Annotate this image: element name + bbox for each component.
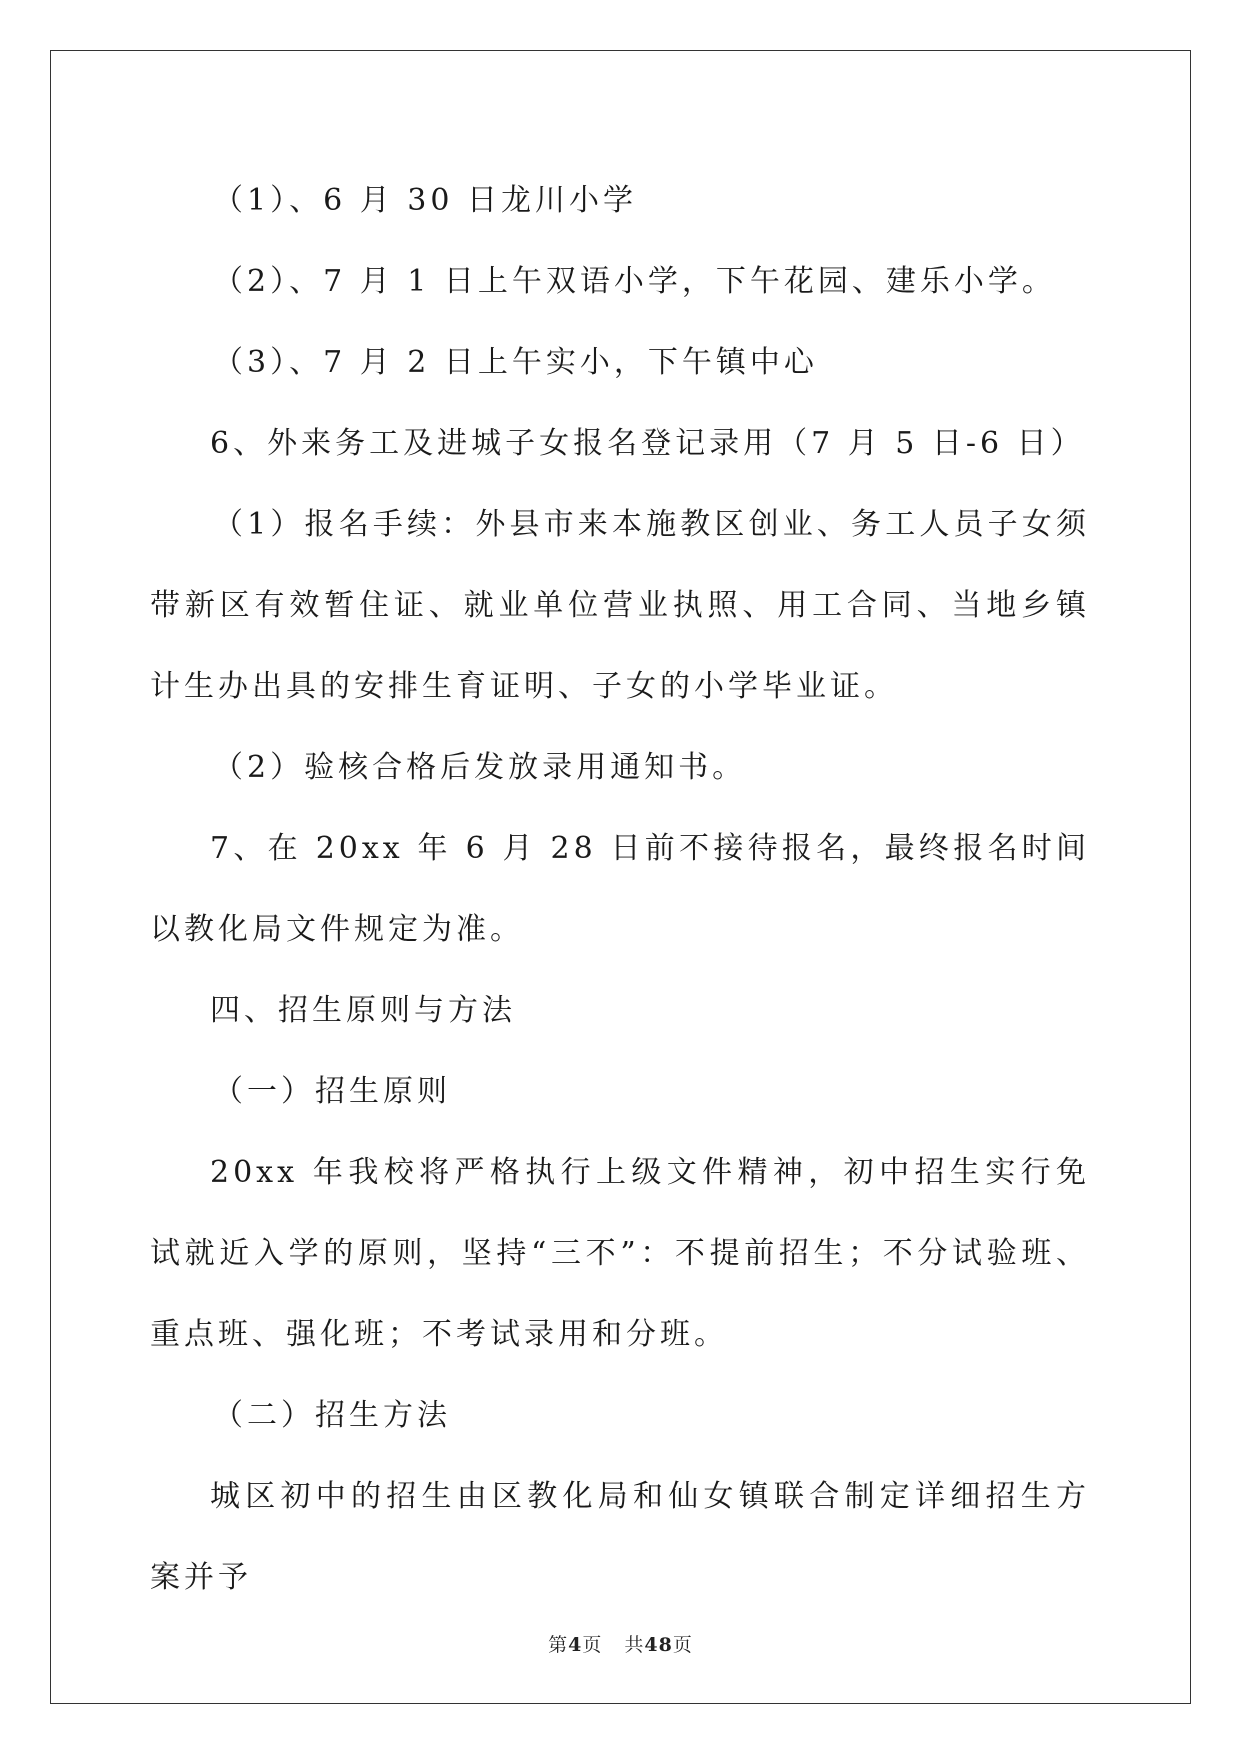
paragraph: （2）验核合格后发放录用通知书。 xyxy=(213,750,747,785)
paragraph: 20xx 年我校将严格执行上级文件精神，初中招生实行免试就近入学的原则，坚持“三不”：不提前招生；不分试验班、重点班、强化班；不考试录用和分班。 xyxy=(150,1155,1090,1352)
paragraph: （1）报名手续：外县市来本施教区创业、务工人员子女须带新区有效暂住证、就业单位营业执照、用工合同、当地乡镇计生办出具的安排生育证明、子女的小学毕业证。 xyxy=(150,507,1090,704)
page-footer xyxy=(0,1630,1241,1657)
paragraph: （2）、7 月 1 日上午双语小学，下午花园、建乐小学。 xyxy=(213,264,1056,299)
paragraph: （1）、6 月 30 日龙川小学 xyxy=(213,183,637,218)
total-suffix: 页 xyxy=(672,1634,693,1656)
total-prefix: 共 xyxy=(624,1634,645,1656)
page-suffix: 页 xyxy=(582,1634,603,1656)
paragraph: （一）招生原则 xyxy=(213,1074,451,1109)
page-number: 4 xyxy=(568,1634,583,1656)
paragraph: （3）、7 月 2 日上午实小，下午镇中心 xyxy=(213,345,818,380)
total-pages: 48 xyxy=(644,1634,673,1656)
paragraph: 6、外来务工及进城子女报名登记录用（7 月 5 日-6 日） xyxy=(210,426,1085,461)
page-prefix: 第 xyxy=(548,1634,569,1656)
paragraph: 7、在 20xx 年 6 月 28 日前不接待报名，最终报名时间以教化局文件规定为准。 xyxy=(150,831,1090,947)
paragraph: 四、招生原则与方法 xyxy=(210,993,516,1028)
document-body xyxy=(150,160,1090,1618)
paragraph: （二）招生方法 xyxy=(213,1398,451,1433)
paragraph: 城区初中的招生由区教化局和仙女镇联合制定详细招生方案并予 xyxy=(150,1479,1090,1595)
